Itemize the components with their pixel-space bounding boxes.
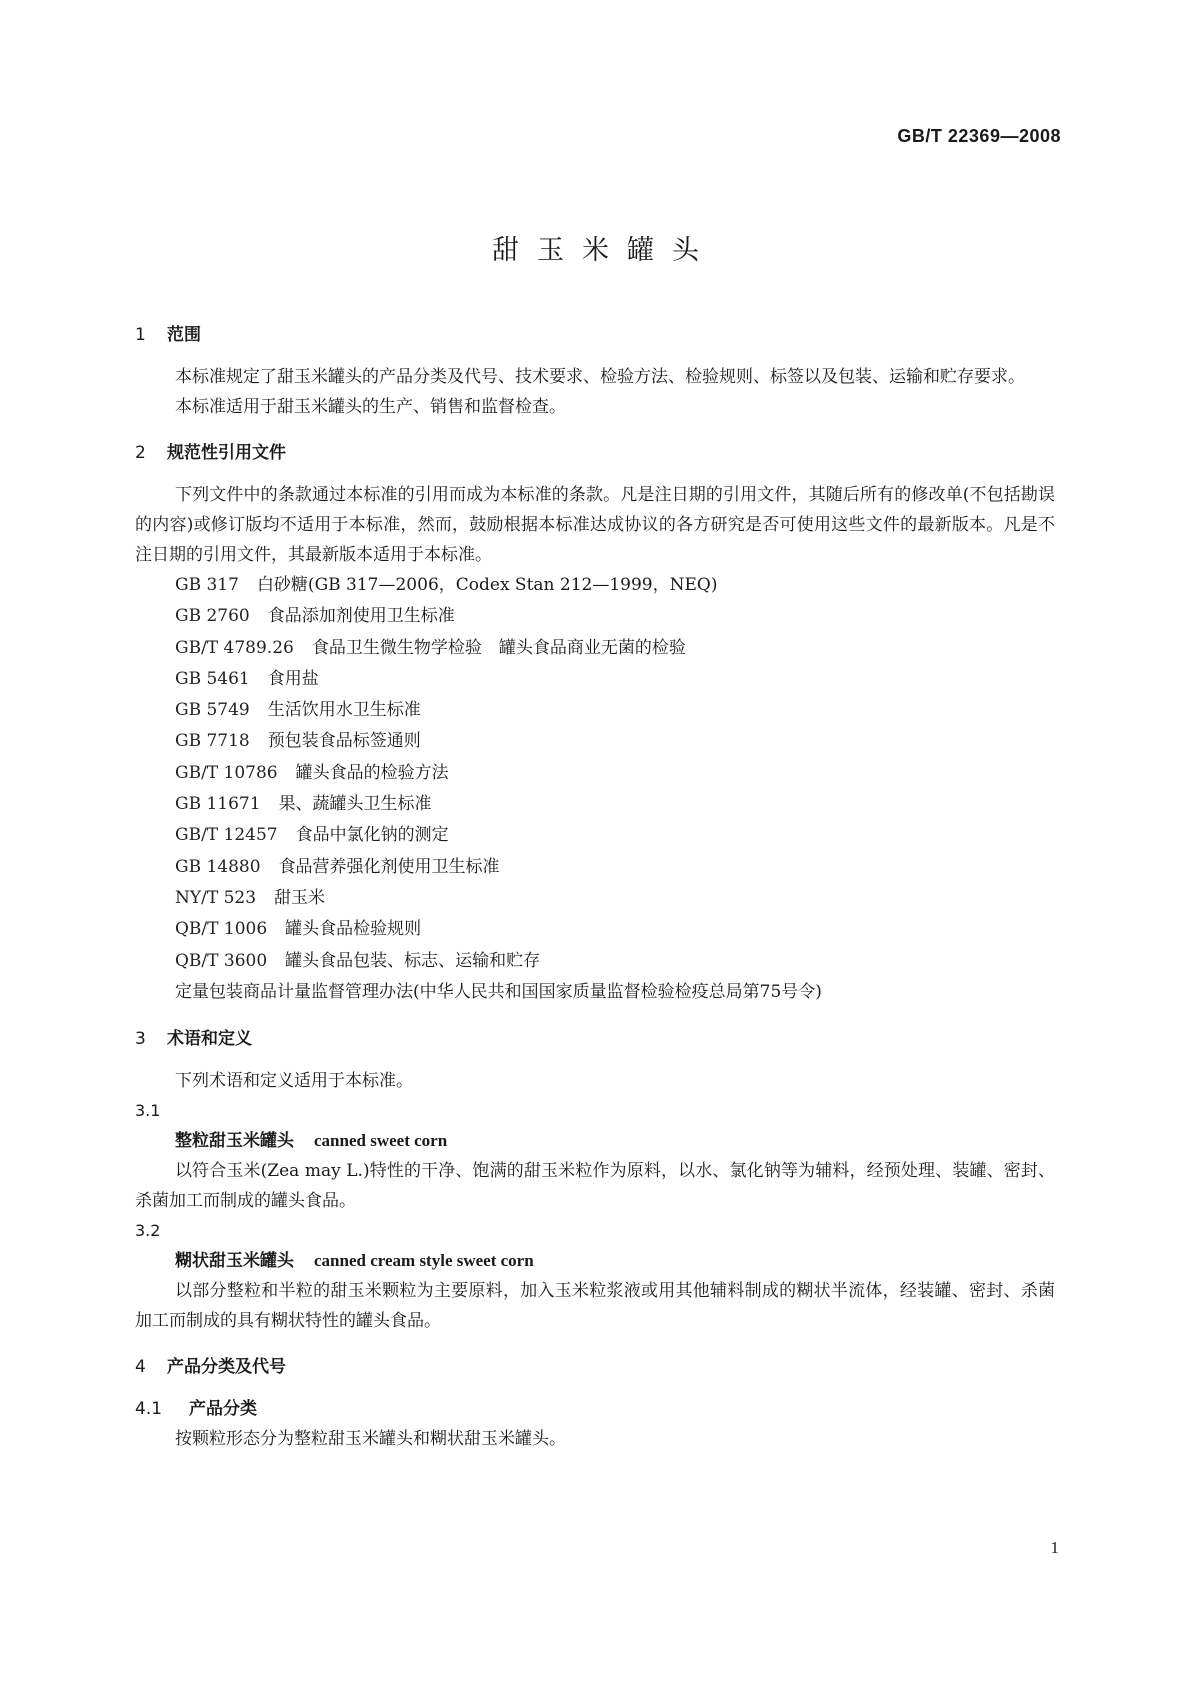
references-intro: 下列文件中的条款通过本标准的引用而成为本标准的条款。凡是注日期的引用文件，其随后所有的修改单(不包括勘误的内容)或修订版均不适用于本标准，然而，鼓励根据本标准达成协议的各方研究是否可使用这些文件的最新版本。凡是不注日期的引用文件，其最新版本适用于本标准。 bbox=[135, 485, 1055, 565]
reference-title: 食品中氯化钠的测定 bbox=[295, 825, 449, 846]
reference-item bbox=[135, 570, 1055, 601]
reference-code: GB 317 bbox=[175, 575, 239, 595]
classification-paragraph: 按颗粒形态分为整粒甜玉米罐头和糊状甜玉米罐头。 bbox=[175, 1429, 566, 1450]
reference-code: GB 14880 bbox=[175, 856, 261, 877]
reference-code: GB 5461 bbox=[175, 668, 250, 689]
reference-item bbox=[135, 946, 1055, 977]
reference-code: NY/T 523 bbox=[175, 887, 257, 908]
reference-code: GB 11671 bbox=[175, 794, 261, 815]
reference-code: QB/T 3600 bbox=[175, 950, 268, 971]
term-number: 3.2 bbox=[135, 1221, 161, 1241]
reference-code: GB 7718 bbox=[175, 731, 250, 752]
standard-code: GB/T 22369—2008 bbox=[897, 126, 1061, 146]
subsection-heading-4-1 bbox=[135, 1394, 1055, 1424]
reference-list bbox=[135, 570, 1055, 1008]
reference-title: 甜玉米 bbox=[274, 887, 326, 908]
term-definition: 以部分整粒和半粒的甜玉米颗粒为主要原料，加入玉米粒浆液或用其他辅料制成的糊状半流体，经装罐、密封、杀菌加工而制成的具有糊状特性的罐头食品。 bbox=[135, 1281, 1055, 1332]
reference-item bbox=[135, 726, 1055, 757]
reference-code: QB/T 1006 bbox=[175, 919, 268, 940]
reference-item bbox=[135, 789, 1055, 820]
reference-title: 罐头食品检验规则 bbox=[285, 919, 422, 940]
term-chinese: 糊状甜玉米罐头 bbox=[175, 1251, 294, 1272]
reference-item bbox=[135, 601, 1055, 632]
reference-item bbox=[135, 914, 1055, 945]
reference-code: GB/T 12457 bbox=[175, 825, 278, 846]
reference-code: GB 5749 bbox=[175, 700, 250, 721]
term-english: canned sweet corn bbox=[314, 1131, 448, 1151]
reference-code: GB/T 10786 bbox=[175, 762, 278, 783]
section-number: 2 bbox=[135, 443, 146, 463]
term-chinese: 整粒甜玉米罐头 bbox=[175, 1131, 294, 1152]
reference-title: 果、蔬罐头卫生标准 bbox=[278, 794, 432, 815]
reference-item-regulation: 定量包装商品计量监督管理办法(中华人民共和国国家质量监督检验检疫总局第75号令) bbox=[175, 981, 822, 1002]
term-heading bbox=[135, 1126, 1055, 1156]
reference-item bbox=[135, 820, 1055, 851]
scope-paragraph-1: 本标准规定了甜玉米罐头的产品分类及代号、技术要求、检验方法、检验规则、标签以及包装、运输和贮存要求。 bbox=[175, 367, 1025, 387]
reference-title: 预包装食品标签通则 bbox=[267, 731, 421, 752]
term-definition: 以符合玉米(Zea may L.)特性的干净、饱满的甜玉米粒作为原料，以水、氯化钠等为辅料，经预处理、装罐、密封、杀菌加工而制成的罐头食品。 bbox=[135, 1161, 1055, 1212]
section-heading-3 bbox=[135, 1024, 1055, 1054]
reference-item bbox=[135, 664, 1055, 695]
reference-code: GB/T 4789.26 bbox=[175, 637, 294, 658]
reference-title: 食品添加剂使用卫生标准 bbox=[267, 606, 455, 627]
page-number: 1 bbox=[1050, 1538, 1059, 1557]
reference-title: 罐头食品的检验方法 bbox=[295, 762, 449, 783]
reference-item bbox=[135, 758, 1055, 789]
section-title: 规范性引用文件 bbox=[167, 443, 286, 463]
terms-intro: 下列术语和定义适用于本标准。 bbox=[175, 1071, 413, 1092]
reference-item bbox=[135, 695, 1055, 726]
term-heading bbox=[135, 1246, 1055, 1276]
reference-title: 罐头食品包装、标志、运输和贮存 bbox=[285, 950, 541, 971]
reference-title: 食用盐 bbox=[267, 668, 319, 689]
subsection-title: 产品分类 bbox=[189, 1399, 257, 1420]
reference-item bbox=[135, 633, 1055, 664]
term-english: canned cream style sweet corn bbox=[314, 1251, 534, 1271]
section-heading-1 bbox=[135, 320, 1055, 350]
reference-title: 生活饮用水卫生标准 bbox=[267, 700, 421, 721]
reference-item bbox=[135, 883, 1055, 914]
document-title: 甜玉米罐头 bbox=[492, 235, 717, 266]
section-title: 术语和定义 bbox=[167, 1029, 252, 1050]
section-heading-2 bbox=[135, 438, 1055, 468]
section-number: 3 bbox=[135, 1029, 146, 1050]
section-title: 产品分类及代号 bbox=[167, 1357, 286, 1378]
term-number: 3.1 bbox=[135, 1101, 161, 1121]
section-title: 范围 bbox=[167, 325, 201, 345]
reference-title: 白砂糖(GB 317—2006，Codex Stan 212—1999，NEQ) bbox=[256, 575, 718, 595]
section-number: 1 bbox=[135, 325, 146, 345]
subsection-number: 4.1 bbox=[135, 1399, 163, 1420]
scope-paragraph-2: 本标准适用于甜玉米罐头的生产、销售和监督检查。 bbox=[175, 397, 566, 417]
section-heading-4 bbox=[135, 1352, 1055, 1382]
reference-item bbox=[135, 852, 1055, 883]
document-body bbox=[135, 320, 1055, 1454]
reference-title: 食品卫生微生物学检验 罐头食品商业无菌的检验 bbox=[311, 637, 686, 658]
reference-title: 食品营养强化剂使用卫生标准 bbox=[278, 856, 500, 877]
reference-code: GB 2760 bbox=[175, 606, 250, 627]
section-number: 4 bbox=[135, 1357, 146, 1378]
